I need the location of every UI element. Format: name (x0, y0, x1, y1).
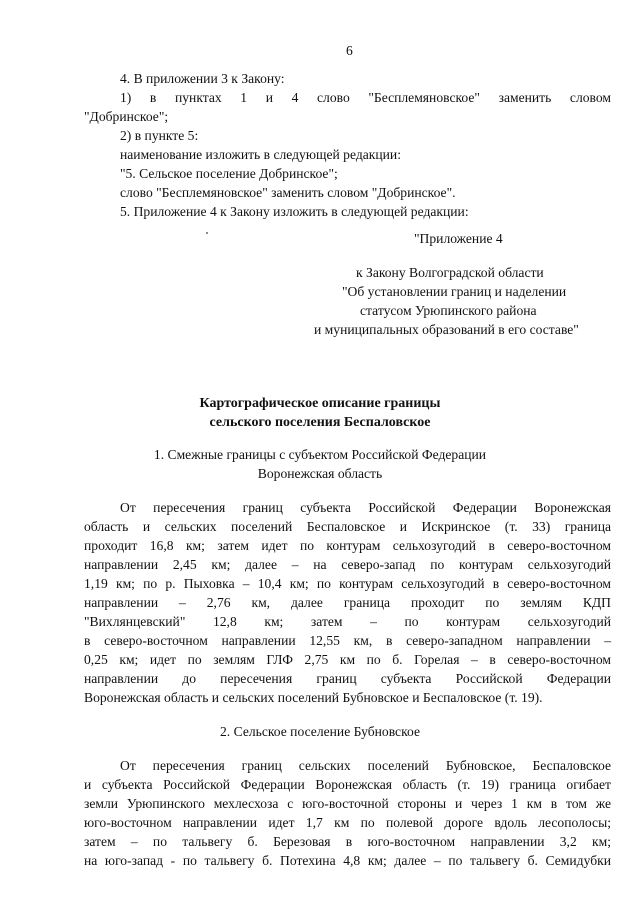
section1-line: От пересечения границ субъекта Российской Федерации Воронежская (120, 500, 611, 515)
amendment-item4-p2-line2: "5. Сельское поселение Добринское"; (120, 166, 338, 181)
amendment-item4-p1-line1: 1) в пунктах 1 и 4 слово "Бесплемяновское" заменить словом (120, 90, 611, 105)
section1-line: "Вихлянцевский" 12,8 км; затем – по контурам сельхозугодий (84, 614, 611, 629)
scan-speck (206, 232, 208, 234)
amendment-item5: 5. Приложение 4 к Закону изложить в следующей редакции: (120, 204, 469, 219)
appendix-line1: к Закону Волгоградской области (356, 265, 544, 280)
section1-line: 0,25 км; идет по землям ГЛФ 2,75 км по б. Горелая – в северо-восточном (84, 652, 611, 667)
amendment-item4-p2-line1: наименование изложить в следующей редакции: (120, 147, 401, 162)
amendment-item4-p2-heading: 2) в пункте 5: (120, 128, 199, 143)
section2-line: От пересечения границ сельских поселений Бубновское, Беспаловское (120, 758, 611, 773)
section1-line: направлении до пересечения границ субъекта Российской Федерации (84, 671, 611, 686)
section1-line: проходит 16,8 км; затем идет по контурам сельхозугодий в северо-восточном (84, 538, 611, 553)
section2-line: земли Урюпинского мехлесхоза с юго-восточной стороны и через 1 км в том же (84, 796, 611, 811)
section1-line: область и сельских поселений Беспаловское и Искринское (т. 33) граница (84, 519, 611, 534)
section1-line: в северо-восточном направлении 12,55 км, в северо-западном направлении – (84, 633, 611, 648)
section2-line: юго-восточном направлении идет 1,7 км по полевой дороге вдоль лесополосы; (84, 815, 611, 830)
appendix-line4: и муниципальных образований в его составе" (314, 322, 579, 337)
section2-heading: 2. Сельское поселение Бубновское (220, 724, 420, 739)
appendix-line2: "Об установлении границ и наделении (342, 284, 567, 299)
section1-line: направлении 2,45 км; далее – на северо-запад по контурам сельхозугодий (84, 557, 611, 572)
section1-line: 1,19 км; по р. Пыховка – 10,4 км; по контурам сельхозугодий в северо-восточном (84, 576, 611, 591)
section1-line: Воронежская область и сельских поселений Бубновское и Беспаловское (т. 19). (84, 690, 543, 705)
section1-line: направлении – 2,76 км, далее граница проходит по землям КДП (84, 595, 611, 610)
amendment-item4-heading: 4. В приложении 3 к Закону: (120, 71, 285, 86)
section2-line: и субъекта Российской Федерации Воронежская область (т. 19) граница огибает (84, 777, 611, 792)
section1-heading-line2: Воронежская область (257, 466, 383, 481)
doc-title-line2: сельского поселения Беспаловское (209, 415, 431, 430)
amendment-item4-p1-line2: "Добринское"; (84, 109, 169, 124)
doc-title-line1: Картографическое описание границы (199, 396, 441, 411)
amendment-item4-p2-line3: слово "Бесплемяновское" заменить словом "Добринское". (120, 185, 456, 200)
page-number: 6 (346, 43, 353, 58)
section1-heading-line1: 1. Смежные границы с субъектом Российской Федерации (153, 447, 487, 462)
appendix-title: "Приложение 4 (414, 231, 503, 246)
section2-line: затем – по тальвегу б. Березовая в юго-восточном направлении 3,2 км; (84, 834, 611, 849)
section2-line: на юго-запад - по тальвегу б. Потехина 4,8 км; далее – по тальвегу б. Семидубки (84, 853, 611, 868)
appendix-line3: статусом Урюпинского района (360, 303, 537, 318)
